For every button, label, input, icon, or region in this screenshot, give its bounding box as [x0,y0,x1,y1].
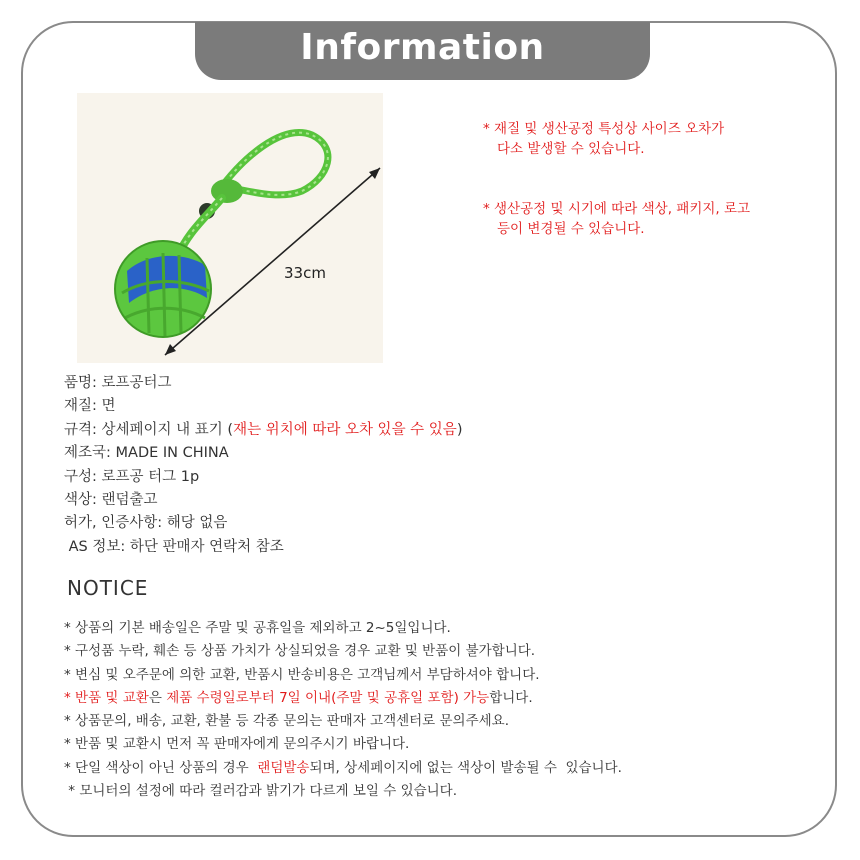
spec-size-text: 규격: 상세페이지 내 표기 ( [64,421,234,438]
product-image [77,93,383,363]
spec-size-close: ) [456,421,463,438]
notice-text: * 단일 색상이 아닌 상품의 경우 [64,759,258,776]
notice-item: * 모니터의 설정에 따라 컬러감과 밝기가 다르게 보일 수 있습니다. [64,783,458,800]
notice-red-text: * 반품 및 교환 [64,689,149,706]
size-tolerance-note [483,119,724,159]
notice-item: * 구성품 누락, 훼손 등 상품 가치가 상실되었을 경우 교환 및 반품이 불가합니다. [64,643,536,660]
spec-origin: 제조국: MADE IN CHINA [64,445,229,462]
spec-color: 색상: 랜덤출고 [64,492,158,509]
spec-size-warning: 재는 위치에 따라 오차 있을 수 있음 [233,421,457,438]
notice-item: * 반품 및 교환시 먼저 꼭 판매자에게 문의주시기 바랍니다. [64,736,410,753]
product-specs [64,372,463,559]
note-line: 다소 발생할 수 있습니다. [497,141,645,157]
spec-size [64,419,463,442]
notice-item: * 변심 및 오주문에 의한 교환, 반품시 반송비용은 고객님께서 부담하셔야 합니다. [64,666,540,683]
notice-text: 합니다. [489,689,533,706]
dimension-label: 33cm [284,264,326,282]
notice-red-text: 제품 수령일로부터 7일 이내(주말 및 공휴일 포함) 가능 [166,689,490,706]
notice-list [64,617,622,803]
note-line: * 재질 및 생산공정 특성상 사이즈 오차가 [483,121,725,137]
spec-name: 품명: 로프공터그 [64,375,172,391]
notice-item: * 상품의 기본 배송일은 주말 및 공휴일을 제외하고 2~5일입니다. [64,620,451,636]
notice-item-random [64,757,622,780]
notice-item-return [64,687,622,710]
notice-item: * 상품문의, 배송, 교환, 환불 등 각종 문의는 판매자 고객센터로 문의주세요. [64,713,510,730]
notice-text: 되며, 상세페이지에 없는 색상이 발송될 수 있습니다. [309,759,622,776]
note-line: 등이 변경될 수 있습니다. [497,221,645,237]
notice-text: 은 [148,689,167,706]
spec-material: 재질: 면 [64,398,116,415]
notice-red-text: 랜덤발송 [257,759,310,776]
page-title: Information [195,22,650,80]
spec-certification: 허가, 인증사항: 해당 없음 [64,515,228,532]
note-line: * 생산공정 및 시기에 따라 색상, 패키지, 로고 [483,201,751,217]
packaging-change-note [483,199,750,239]
spec-as-info: AS 정보: 하단 판매자 연락처 참조 [64,538,284,555]
spec-composition: 구성: 로프공 터그 1p [64,468,200,485]
notice-title: NOTICE [67,576,149,600]
